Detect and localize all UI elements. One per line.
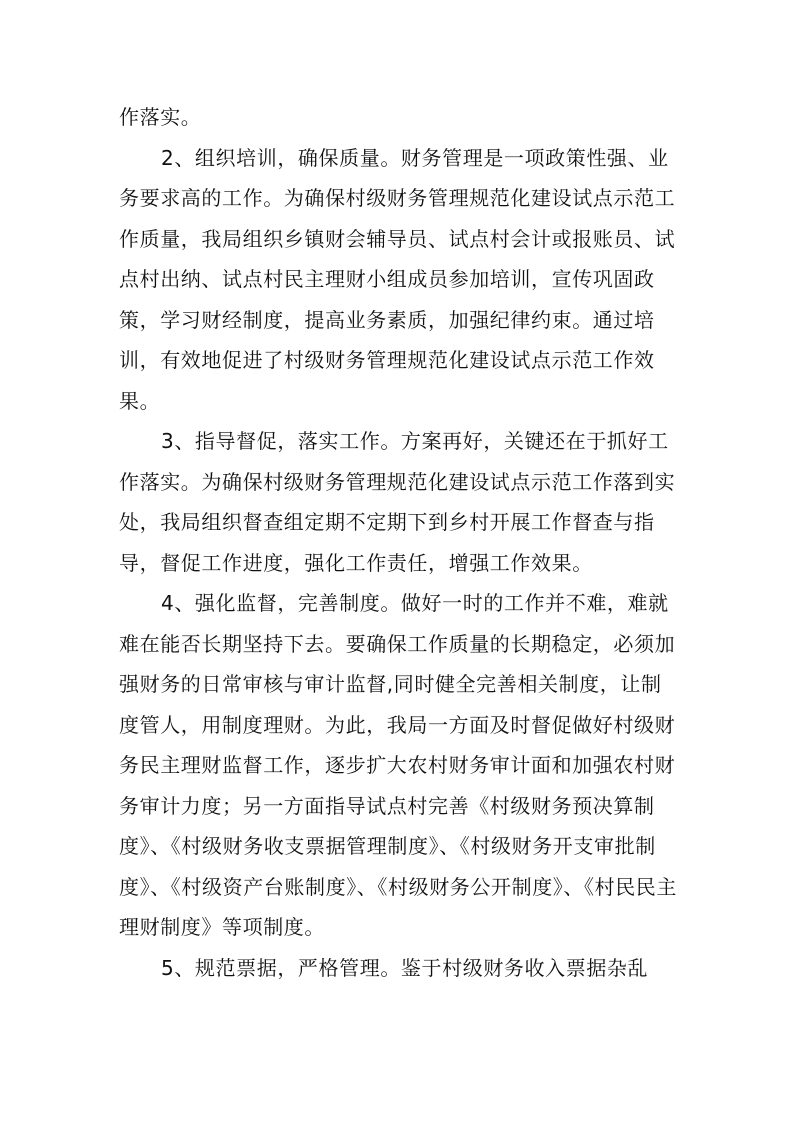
paragraph-standardize-receipts: 5、规范票据，严格管理。鉴于村级财务收入票据杂乱 [161,955,649,980]
paragraph-supervision-guidance: 3、指导督促，落实工作。方案再好，关键还在于抓好工作落实。为确保村级财务管理规范化建设试点示范工作落到实处，我局组织督查组定期不定期下到乡村开展工作督查与指导，督促工作进度，强化工作责任，增强工作效果。 [119,429,676,575]
document-body [119,97,679,988]
paragraph-continuation: 作落实。 [119,105,202,129]
paragraph-strengthen-oversight: 4、强化监督，完善制度。做好一时的工作并不难，难就难在能否长期坚持下去。要确保工作质量的长期稳定，必须加强财务的日常审核与审计监督,同时健全完善相关制度，让制度管人，用制度理财。为此，我局一方面及时督促做好村级财务民主理财监督工作，逐步扩大农村财务审计面和加强农村财务审计力度；另一方面指导试点村完善《村级财务预决算制度》、《村级财务收支票据管理制度》、《村级财务开支审批制度》、《村级资产台账制度》、《村级财务公开制度》、《村民民主理财制度》等项制度。 [119,591,677,939]
paragraph-training: 2、组织培训，确保质量。财务管理是一项政策性强、业务要求高的工作。为确保村级财务管理规范化建设试点示范工作质量，我局组织乡镇财会辅导员、试点村会计或报账员、试点村出纳、试点村民主理财小组成员参加培训，宣传巩固政策，学习财经制度，提高业务素质，加强纪律约束。通过培训，有效地促进了村级财务管理规范化建设试点示范工作效果。 [119,145,676,413]
